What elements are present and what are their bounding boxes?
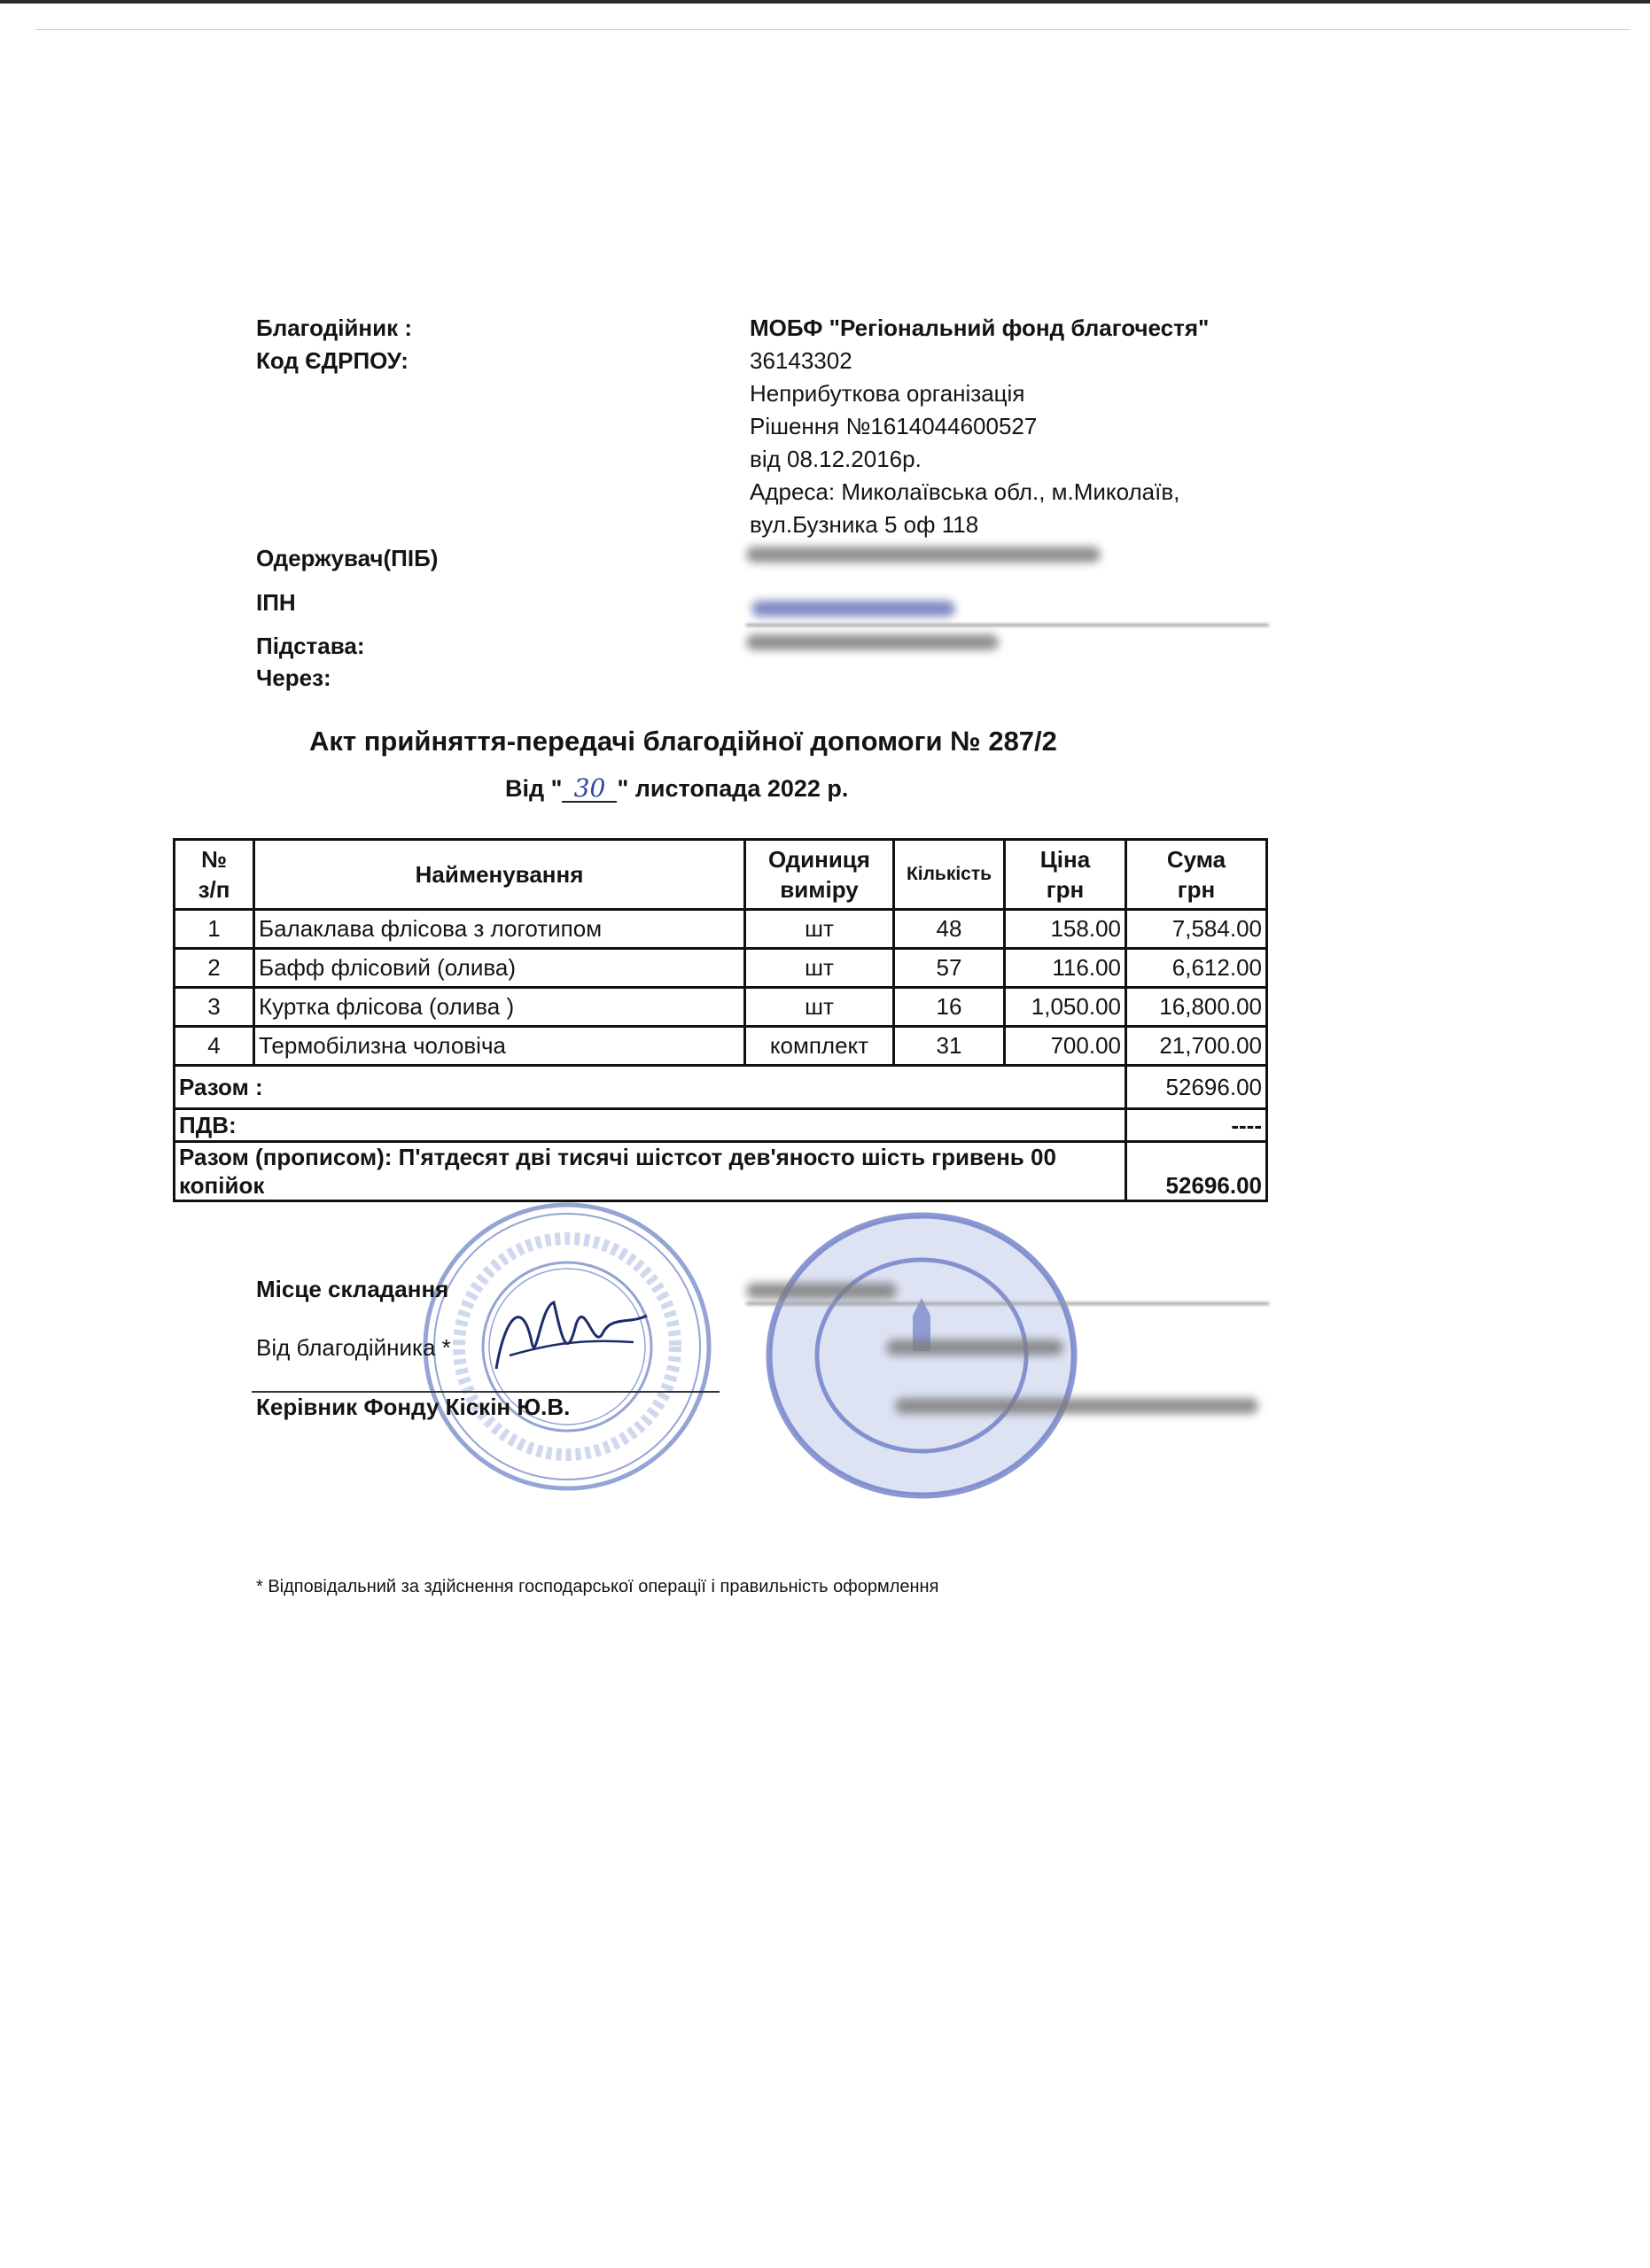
donor-signature: [479, 1289, 656, 1386]
cell-name: Бафф флісовий (олива): [254, 949, 745, 988]
redaction-underline: [746, 624, 1269, 626]
act-title: Акт прийняття-передачі благодійної допомоги № 287/2: [309, 726, 1057, 757]
cell-sum: 16,800.00: [1126, 988, 1267, 1027]
col-header-sum-line1: Сума: [1166, 846, 1226, 873]
act-date: [505, 775, 848, 803]
recipient-label: Одержувач(ПІБ): [256, 545, 439, 571]
donor-label: Благодійник :: [256, 315, 412, 341]
table-row: [175, 1027, 1267, 1066]
cell-qty: 48: [894, 910, 1005, 949]
from-donor-label: Від благодійника *: [256, 1334, 451, 1361]
via-label: Через:: [256, 664, 331, 691]
col-header-name: Найменування: [254, 840, 745, 910]
cell-qty: 57: [894, 949, 1005, 988]
cell-num: 2: [175, 949, 254, 988]
cell-unit: шт: [745, 910, 894, 949]
col-header-unit: [745, 840, 894, 910]
cell-price: 158.00: [1005, 910, 1126, 949]
cell-sum: 6,612.00: [1126, 949, 1267, 988]
address-line-1: Адреса: Миколаївська обл., м.Миколаїв,: [750, 478, 1180, 505]
vat-label: ПДВ:: [175, 1109, 1126, 1142]
footnote: * Відповідальний за здійснення господарської операції і правильність оформлення: [256, 1577, 939, 1596]
place-redacted: [746, 1283, 897, 1299]
cell-price: 116.00: [1005, 949, 1126, 988]
cell-sum: 7,584.00: [1126, 910, 1267, 949]
scan-top-edge: [0, 0, 1650, 4]
table-header-row: [175, 840, 1267, 910]
cell-price: 700.00: [1005, 1027, 1126, 1066]
col-header-unit-line1: Одиниця: [768, 846, 870, 873]
cell-unit: шт: [745, 988, 894, 1027]
table-row: [175, 988, 1267, 1027]
col-header-sum-line2: грн: [1177, 876, 1216, 903]
edrpou-label: Код ЄДРПОУ:: [256, 347, 409, 374]
recipient-name-redacted: [746, 547, 1101, 563]
nonprofit-status: Неприбуткова організація: [750, 380, 1025, 407]
table-row: [175, 910, 1267, 949]
cell-sum: 21,700.00: [1126, 1027, 1267, 1066]
total-in-words-value: 52696.00: [1126, 1142, 1267, 1201]
col-header-price-line1: Ціна: [1039, 846, 1091, 873]
col-header-sum: [1126, 840, 1267, 910]
cell-name: Куртка флісова (олива ): [254, 988, 745, 1027]
head-label: Керівник Фонду Кіскін Ю.В.: [256, 1394, 571, 1420]
total-label: Разом :: [175, 1066, 1126, 1109]
col-header-num-line1: №: [201, 846, 227, 873]
col-header-num-line2: з/п: [198, 876, 230, 903]
total-in-words-row: [175, 1142, 1267, 1201]
col-header-unit-line2: виміру: [780, 876, 859, 903]
col-header-qty: Кількість: [894, 840, 1005, 910]
ipn-label: ІПН: [256, 589, 296, 616]
cell-unit: комплект: [745, 1027, 894, 1066]
basis-redacted: [746, 634, 999, 650]
items-table: [173, 838, 1268, 1202]
cell-num: 1: [175, 910, 254, 949]
cell-num: 3: [175, 988, 254, 1027]
recipient-sign-redacted: [886, 1340, 1063, 1355]
decision-number: Рішення №1614044600527: [750, 413, 1038, 439]
cell-qty: 16: [894, 988, 1005, 1027]
vat-row: [175, 1109, 1267, 1142]
total-value: 52696.00: [1126, 1066, 1267, 1109]
act-date-day: 30: [562, 776, 617, 803]
table-row: [175, 949, 1267, 988]
act-date-suffix: " листопада 2022 р.: [617, 775, 849, 802]
cell-price: 1,050.00: [1005, 988, 1126, 1027]
cell-name: Балаклава флісова з логотипом: [254, 910, 745, 949]
recipient-fullname-redacted: [895, 1398, 1258, 1414]
edrpou-value: 36143302: [750, 347, 852, 374]
col-header-num: [175, 840, 254, 910]
signature-line: [252, 1391, 720, 1393]
act-date-prefix: Від ": [505, 775, 563, 802]
place-label: Місце складання: [256, 1276, 449, 1302]
col-header-price-line2: грн: [1046, 876, 1085, 903]
basis-label: Підстава:: [256, 633, 365, 659]
donor-name: МОБФ "Регіональний фонд благочестя": [750, 315, 1210, 341]
col-header-price: [1005, 840, 1126, 910]
vat-value: ----: [1126, 1109, 1267, 1142]
scan-fold-line: [35, 29, 1631, 30]
cell-unit: шт: [745, 949, 894, 988]
total-row: [175, 1066, 1267, 1109]
cell-num: 4: [175, 1027, 254, 1066]
cell-qty: 31: [894, 1027, 1005, 1066]
address-line-2: вул.Бузника 5 оф 118: [750, 511, 979, 538]
cell-name: Термобілизна чоловіча: [254, 1027, 745, 1066]
decision-date: від 08.12.2016р.: [750, 446, 922, 472]
total-in-words: Разом (прописом): П'ятдесят дві тисячі шістсот дев'яносто шість гривень 00 копійок: [175, 1142, 1126, 1201]
place-underline: [746, 1302, 1269, 1305]
ipn-redacted: [751, 601, 955, 617]
recipient-stamp: [762, 1209, 1081, 1502]
